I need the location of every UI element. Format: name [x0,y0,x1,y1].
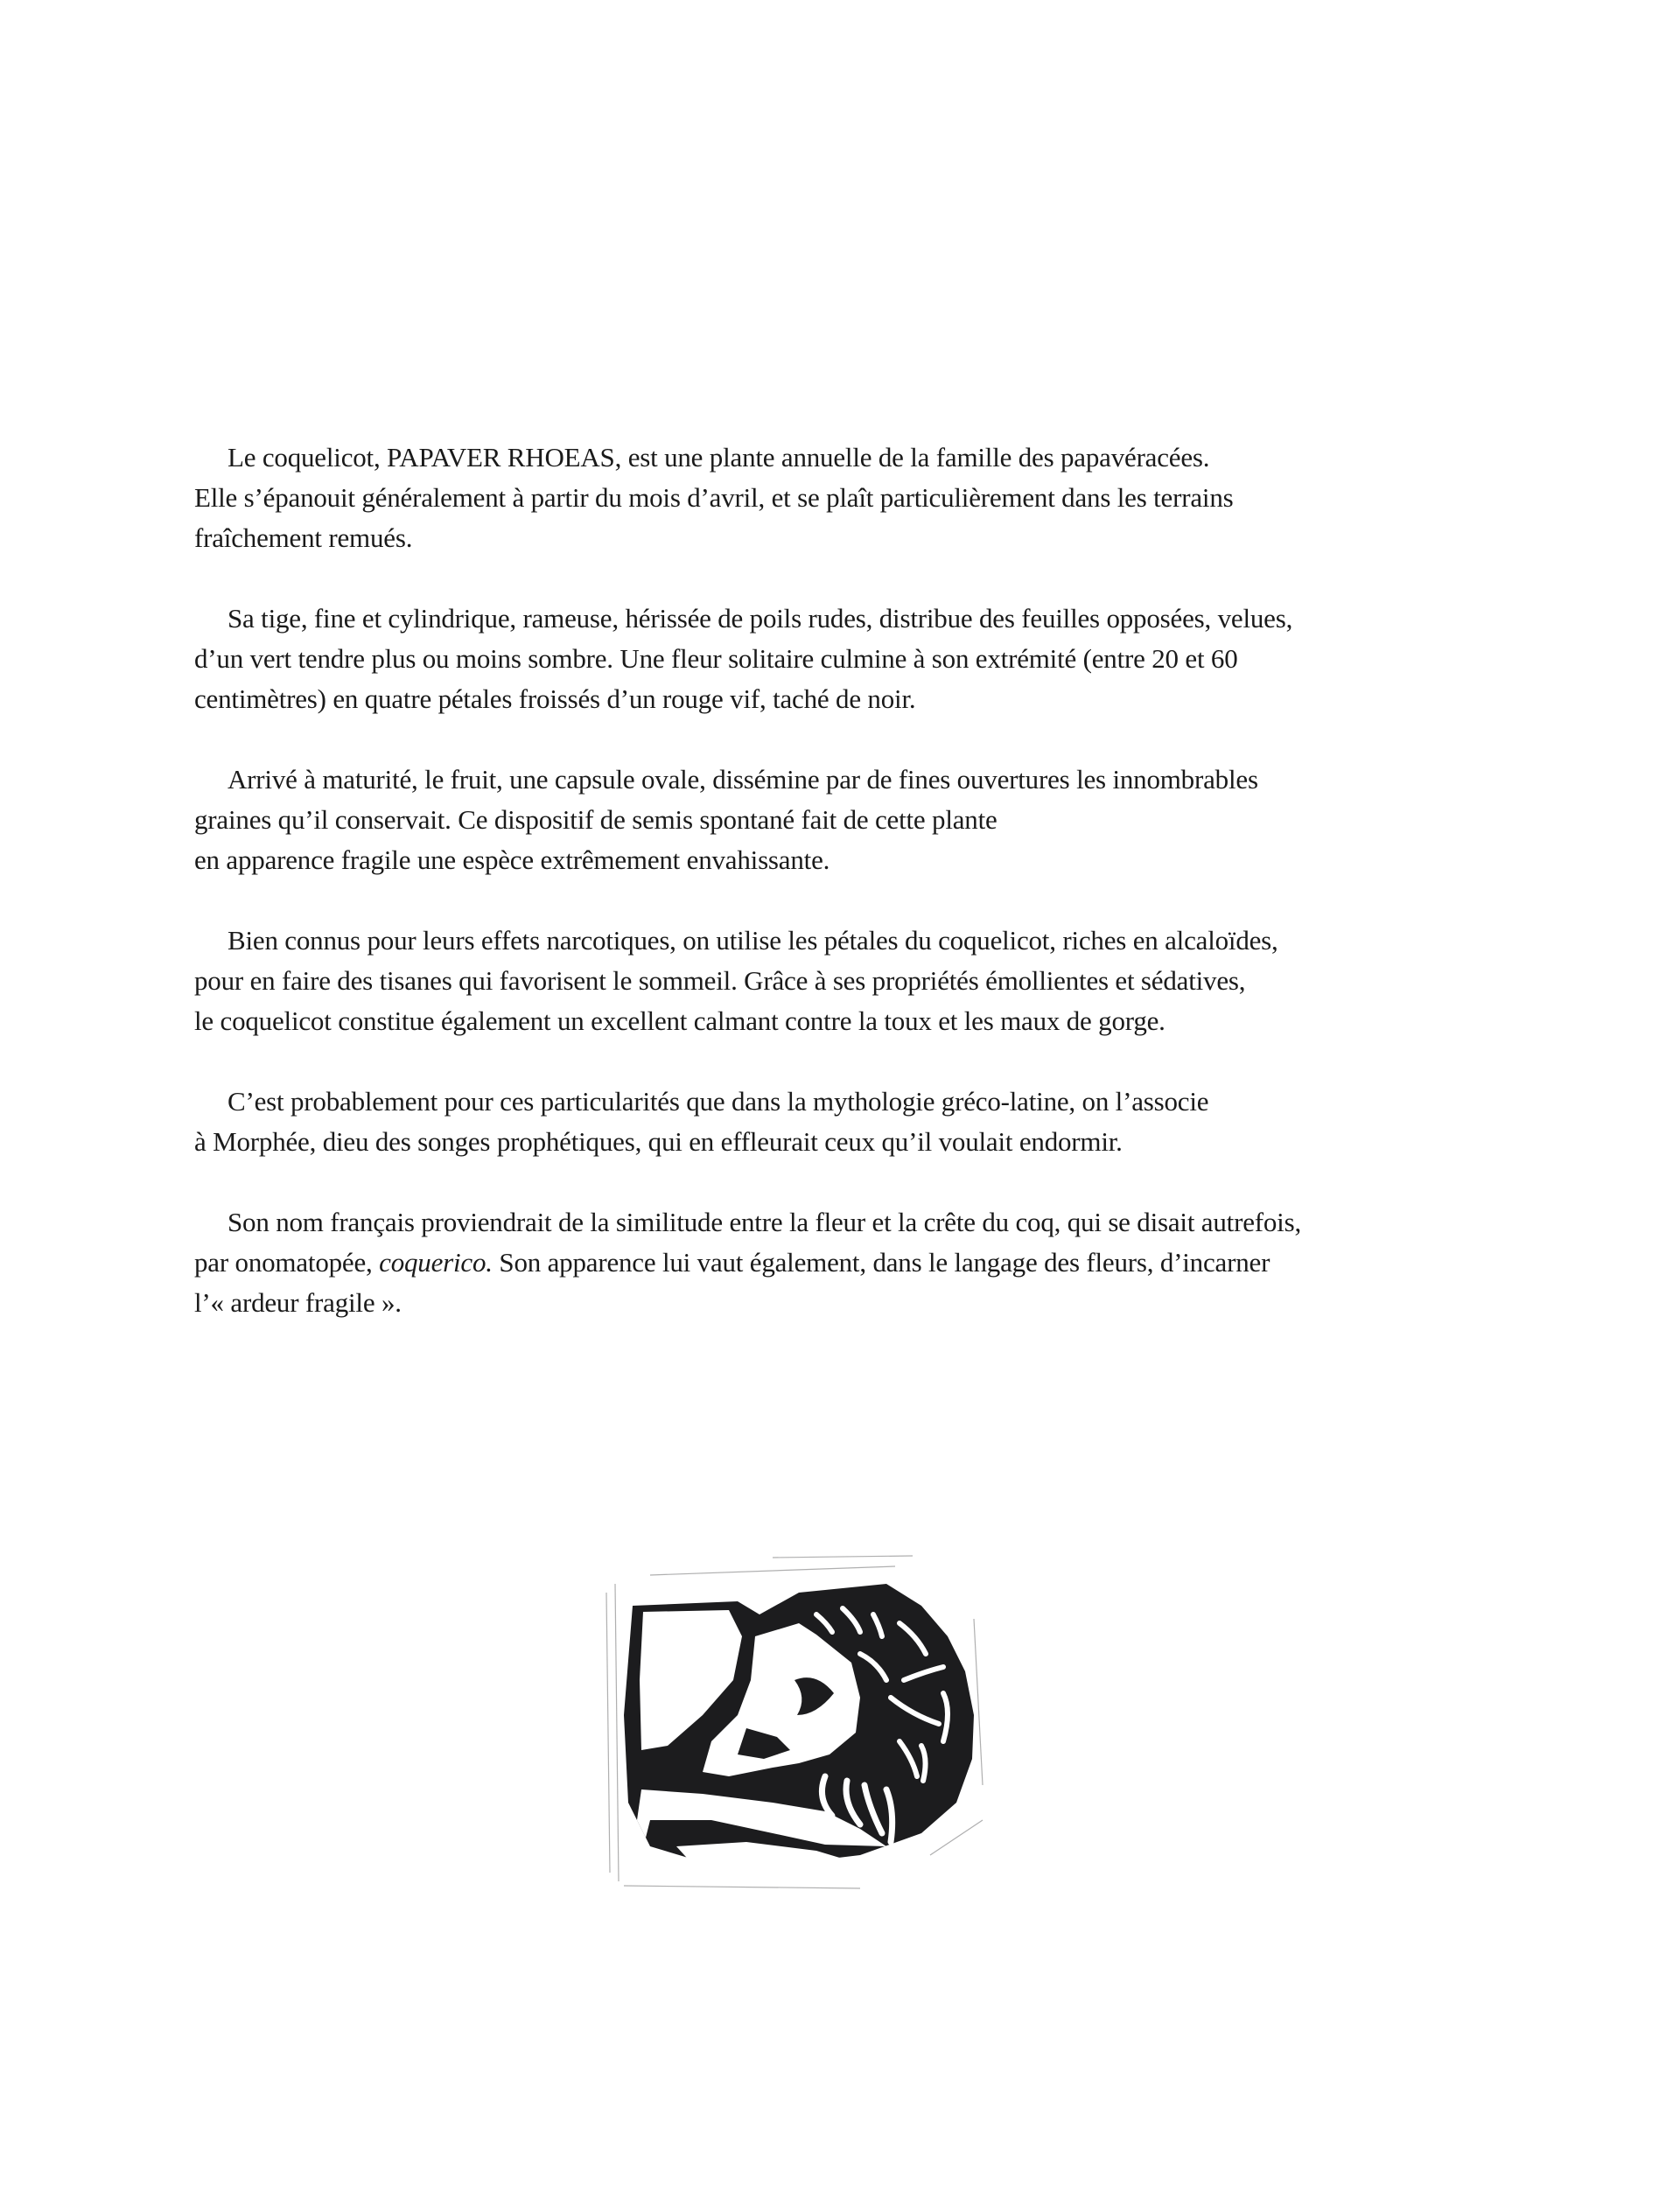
text-line: Arrivé à maturité, le fruit, une capsule ovale, dissémine par de fines ouvertures les innombrables [228,764,1258,795]
text-line: l’« ardeur fragile ». [194,1287,402,1318]
text-line-mixed [194,1243,1507,1283]
text-line: Sa tige, fine et cylindrique, rameuse, hérissée de poils rudes, distribue des feuilles opposées, velues, [228,603,1293,634]
text-line: d’un vert tendre plus ou moins sombre. Une fleur solitaire culmine à son extrémité (entre 20 et 60 [194,643,1238,674]
text-line: Bien connus pour leurs effets narcotiques, on utilise les pétales du coquelicot, riches en alcaloïdes, [228,925,1278,956]
paragraph-4 [194,921,1507,1041]
text-line: le coquelicot constitue également un excellent calmant contre la toux et les maux de gorge. [194,1005,1166,1036]
text-segment: par onomatopée, [194,1247,380,1278]
text-line: C’est probablement pour ces particularités que dans la mythologie gréco-latine, on l’associe [228,1086,1209,1117]
paragraph-1 [194,438,1507,558]
text-segment: Son apparence lui vaut également, dans le langage des fleurs, d’incarner [492,1247,1270,1278]
text-line: Elle s’épanouit généralement à partir du mois d’avril, et se plaît particulièrement dans les terrains [194,482,1234,513]
text-line: pour en faire des tisanes qui favorisent le sommeil. Grâce à ses propriétés émollientes et sédatives, [194,965,1246,996]
woodcut-illustration [598,1540,1009,1894]
paragraph-5 [194,1082,1507,1162]
italic-word-coquerico: coquerico. [379,1247,493,1278]
text-line: graines qu’il conservait. Ce dispositif de semis spontané fait de cette plante [194,804,998,835]
paragraph-3 [194,760,1507,880]
text-line: fraîchement remués. [194,522,413,553]
text-line: Son nom français proviendrait de la similitude entre la fleur et la crête du coq, qui se disait autrefois, [228,1207,1302,1237]
text-line: centimètres) en quatre pétales froissés d’un rouge vif, taché de noir. [194,683,916,714]
paragraph-2 [194,599,1507,719]
text-line: Le coquelicot, PAPAVER RHOEAS, est une plante annuelle de la famille des papavéracées. [228,442,1210,473]
body-text [194,438,1507,1363]
text-line: en apparence fragile une espèce extrêmement envahissante. [194,844,830,875]
paragraph-6 [194,1202,1507,1323]
text-line: à Morphée, dieu des songes prophétiques, qui en effleurait ceux qu’il voulait endormir. [194,1126,1123,1157]
